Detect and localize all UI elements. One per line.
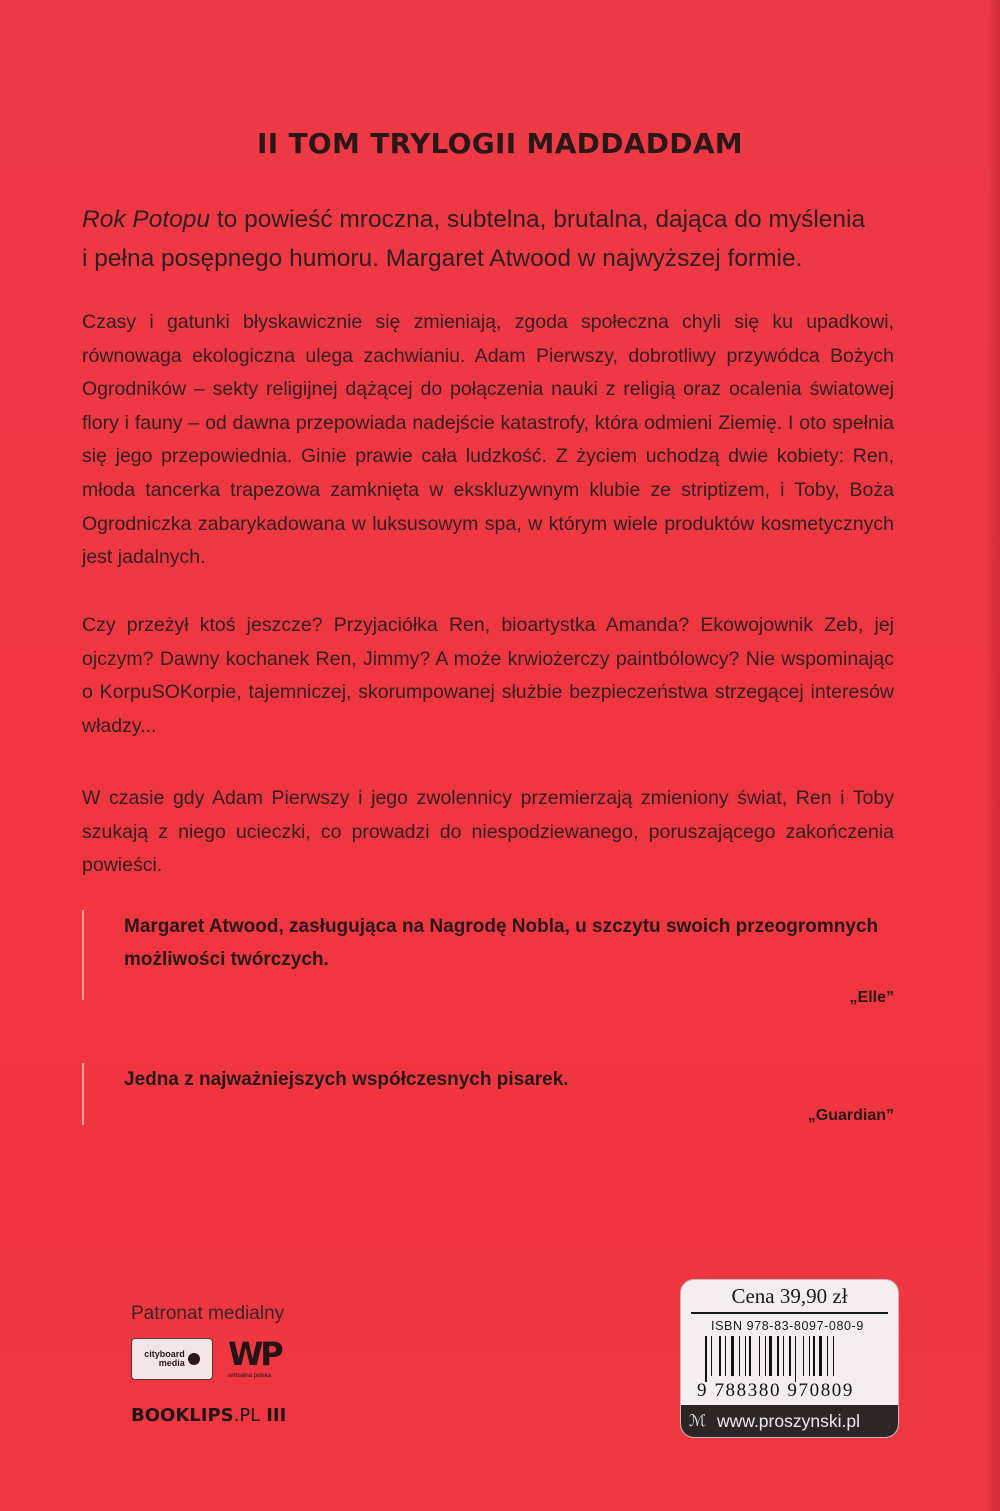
quote-text: Margaret Atwood, zasługująca na Nagrodę Nobla, u szczytu swoich przeogromnych możliwości twórczych. [124, 916, 879, 970]
barcode-bar [725, 1336, 726, 1376]
barcode-bar [759, 1336, 760, 1376]
barcode-bar [789, 1336, 791, 1376]
barcode-bar [795, 1336, 796, 1382]
media-patron-label: Patronat medialny [131, 1303, 285, 1324]
price-text: Cena 39,90 zł [731, 1284, 848, 1308]
barcode-bar [783, 1336, 784, 1376]
description-paragraph: Czasy i gatunki błyskawicznie się zmieniają, zgoda społeczna chyli się ku upadkowi, równowaga ekologiczna ulega zachwianiu. Adam Pierwszy, dobrotliwy przywódca Bożych Ogrodników – sekty religijnej dążącej do połączenia nauki z religią oraz ocalenia światowej flory i fauny – od dawna przepowiada nadejście katastrofy, która odmieni Ziemię. I oto spełnia się jego przepowiednia. Ginie prawie cała ludzkość. Z życiem uchodzą dwie kobiety: Ren, młoda tancerka trapezowa zamknięta w ekskluzywnym klubie ze striptizem, i Toby, Boża Ogrodniczka zabarykadowana w luksusowym spa, w którym wiele produktów kosmetycznych jest jadalnych. [82, 311, 894, 569]
isbn-text: ISBN 978-83-8097-080-9 [711, 1319, 864, 1333]
lead-line1: to powieść mroczna, subtelna, brutalna, dająca do myślenia [210, 206, 866, 233]
barcode-bar [813, 1336, 815, 1376]
barcode [705, 1336, 895, 1382]
barcode-bar [777, 1336, 779, 1376]
barcode-bar [719, 1336, 721, 1376]
booklips-bold: BOOKLIPS [131, 1405, 234, 1426]
series-heading: II TOM TRYLOGII MADDADDAM [257, 127, 743, 160]
review-quote [82, 1063, 894, 1125]
quote-source: „Elle” [849, 989, 894, 1006]
price-divider [691, 1312, 888, 1314]
eye-icon [188, 1353, 200, 1365]
barcode-bar [731, 1336, 734, 1376]
barcode-bar [749, 1336, 751, 1376]
cityboard-media-logo [131, 1338, 213, 1380]
cover-edge-shadow [986, 0, 1000, 1511]
barcode-bar [739, 1336, 740, 1376]
barcode-bar [765, 1336, 766, 1376]
wp-subtitle: wirtualna polska [228, 1373, 272, 1379]
lead-blurb [82, 200, 922, 278]
proszynski-logo-icon: ℳ [689, 1411, 707, 1430]
wirtualna-polska-logo [228, 1335, 288, 1386]
barcode-bar [833, 1336, 834, 1376]
quote-source: „Guardian” [807, 1107, 894, 1124]
barcode-bar [803, 1336, 804, 1376]
barcode-bar [705, 1336, 707, 1382]
cityboard-media-text: media [158, 1358, 185, 1368]
barcode-digits: 9 788380 970809 [697, 1380, 854, 1401]
book-title-italic: Rok Potopu [82, 206, 211, 233]
barcode-bar [769, 1336, 772, 1376]
publisher-url: www.proszynski.pl [717, 1410, 860, 1431]
quote-text: Jedna z najważniejszych współczesnych pisarek. [124, 1069, 569, 1090]
barcode-bar [711, 1336, 712, 1376]
review-quote [82, 910, 894, 1006]
booklips-mark: III [266, 1405, 287, 1426]
barcode-bar [819, 1336, 822, 1376]
description-paragraph: Czy przeżył ktoś jeszcze? Przyjaciółka Ren, bioartystka Amanda? Ekowojownik Zeb, jej ojczym? Dawny kochanek Ren, Jimmy? A może krwiożerczy paintbólowcy? Nie wspominając o KorpuSOKorpie, tajemniczej, skorumpowanej służbie bezpieczeństwa strzegącej interesów władzy... [82, 614, 894, 737]
wp-logo-text: WP [228, 1335, 281, 1373]
cityboard-text: cityboard [144, 1349, 185, 1359]
lead-line2: i pełna posępnego humoru. Margaret Atwood w najwyższej formie. [82, 245, 803, 272]
booklips-logo [131, 1405, 286, 1426]
barcode-bar [745, 1336, 746, 1376]
publisher-footer [681, 1405, 898, 1437]
booklips-domain: .PL [233, 1405, 261, 1426]
description-paragraph: W czasie gdy Adam Pierwszy i jego zwolennicy przemierzają zmieniony świat, Ren i Toby szukają z niego ucieczki, co prowadzi do niespodziewanego, poruszającego zakończenia powieści. [82, 787, 894, 877]
price-barcode-sticker [680, 1279, 899, 1438]
barcode-bar [827, 1336, 828, 1376]
barcode-bar [809, 1336, 810, 1376]
